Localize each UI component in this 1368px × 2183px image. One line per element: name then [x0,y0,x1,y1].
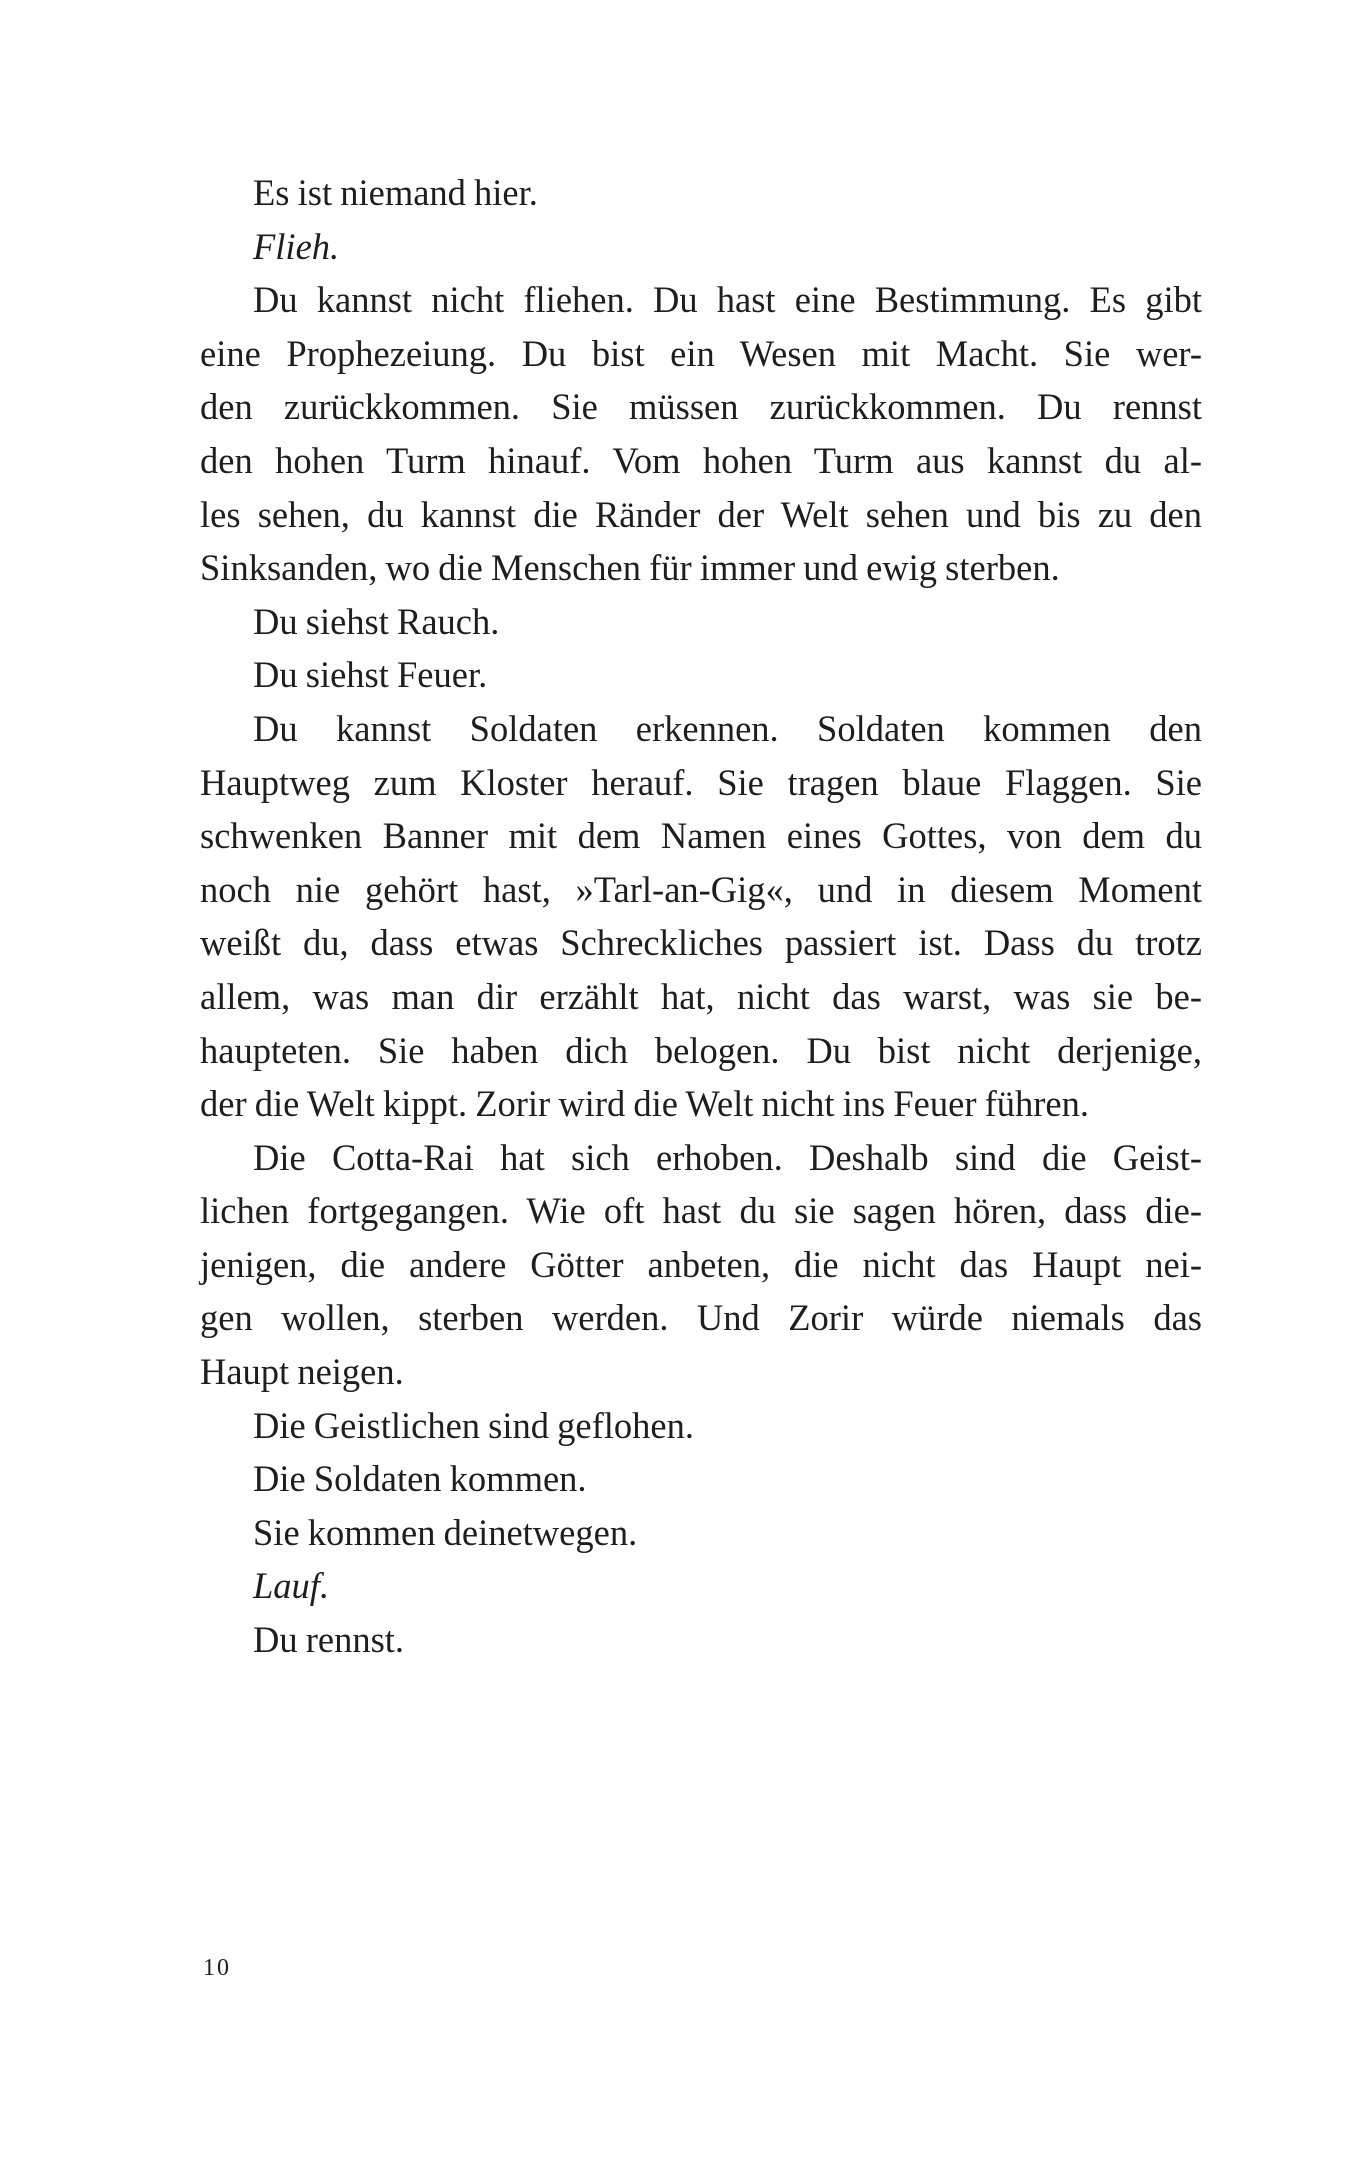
text-line: gen wollen, sterben werden. Und Zorir würde niemals das [200,1297,1202,1339]
text-line: Sie kommen deinetwegen. [253,1511,638,1553]
text-line: allem, was man dir erzählt hat, nicht das warst, was sie be- [200,975,1202,1017]
text-line: Die Soldaten kommen. [253,1458,587,1500]
text-line: schwenken Banner mit dem Namen eines Gottes, von dem du [200,815,1202,857]
text-line: jenigen, die andere Götter anbeten, die nicht das Haupt nei- [200,1243,1202,1285]
text-line: haupteten. Sie haben dich belogen. Du bist nicht derjenige, [200,1029,1202,1071]
page-number: 10 [203,1955,231,1981]
text-line: Es ist niemand hier. [253,172,538,213]
text-line: den zurückkommen. Sie müssen zurückkommen. Du rennst [200,386,1202,428]
text-line: den hohen Turm hinauf. Vom hohen Turm aus kannst du al- [200,439,1202,481]
text-line: Die Cotta-Rai hat sich erhoben. Deshalb sind die Geist- [253,1136,1202,1178]
text-line: Die Geistlichen sind geflohen. [253,1404,694,1446]
text-line: noch nie gehört hast, »Tarl-an-Gig«, und in diesem Moment [200,868,1202,910]
text-line: lichen fortgegangen. Wie oft hast du sie sagen hören, dass die- [200,1190,1202,1232]
text-line: Du rennst. [253,1619,405,1661]
text-line: weißt du, dass etwas Schreckliches passiert ist. Dass du trotz [200,922,1202,964]
text-line: les sehen, du kannst die Ränder der Welt sehen und bis zu den [200,493,1202,535]
text-line: Flieh. [253,225,340,267]
text-line: Du siehst Rauch. [253,600,500,642]
text-line: Du siehst Feuer. [253,654,488,696]
text-line: Du kannst Soldaten erkennen. Soldaten kommen den [253,707,1202,749]
text-line: eine Prophezeiung. Du bist ein Wesen mit Macht. Sie wer- [200,332,1202,374]
text-line: Du kannst nicht fliehen. Du hast eine Bestimmung. Es gibt [253,279,1202,321]
text-line: Hauptweg zum Kloster herauf. Sie tragen blaue Flaggen. Sie [200,761,1202,803]
body-text [200,166,1202,1667]
text-line: der die Welt kippt. Zorir wird die Welt nicht ins Feuer führen. [200,1083,1089,1125]
text-line: Haupt neigen. [200,1351,404,1393]
text-line: Sinksanden, wo die Menschen für immer und ewig sterben. [200,547,1060,589]
text-line: Lauf. [253,1565,330,1607]
